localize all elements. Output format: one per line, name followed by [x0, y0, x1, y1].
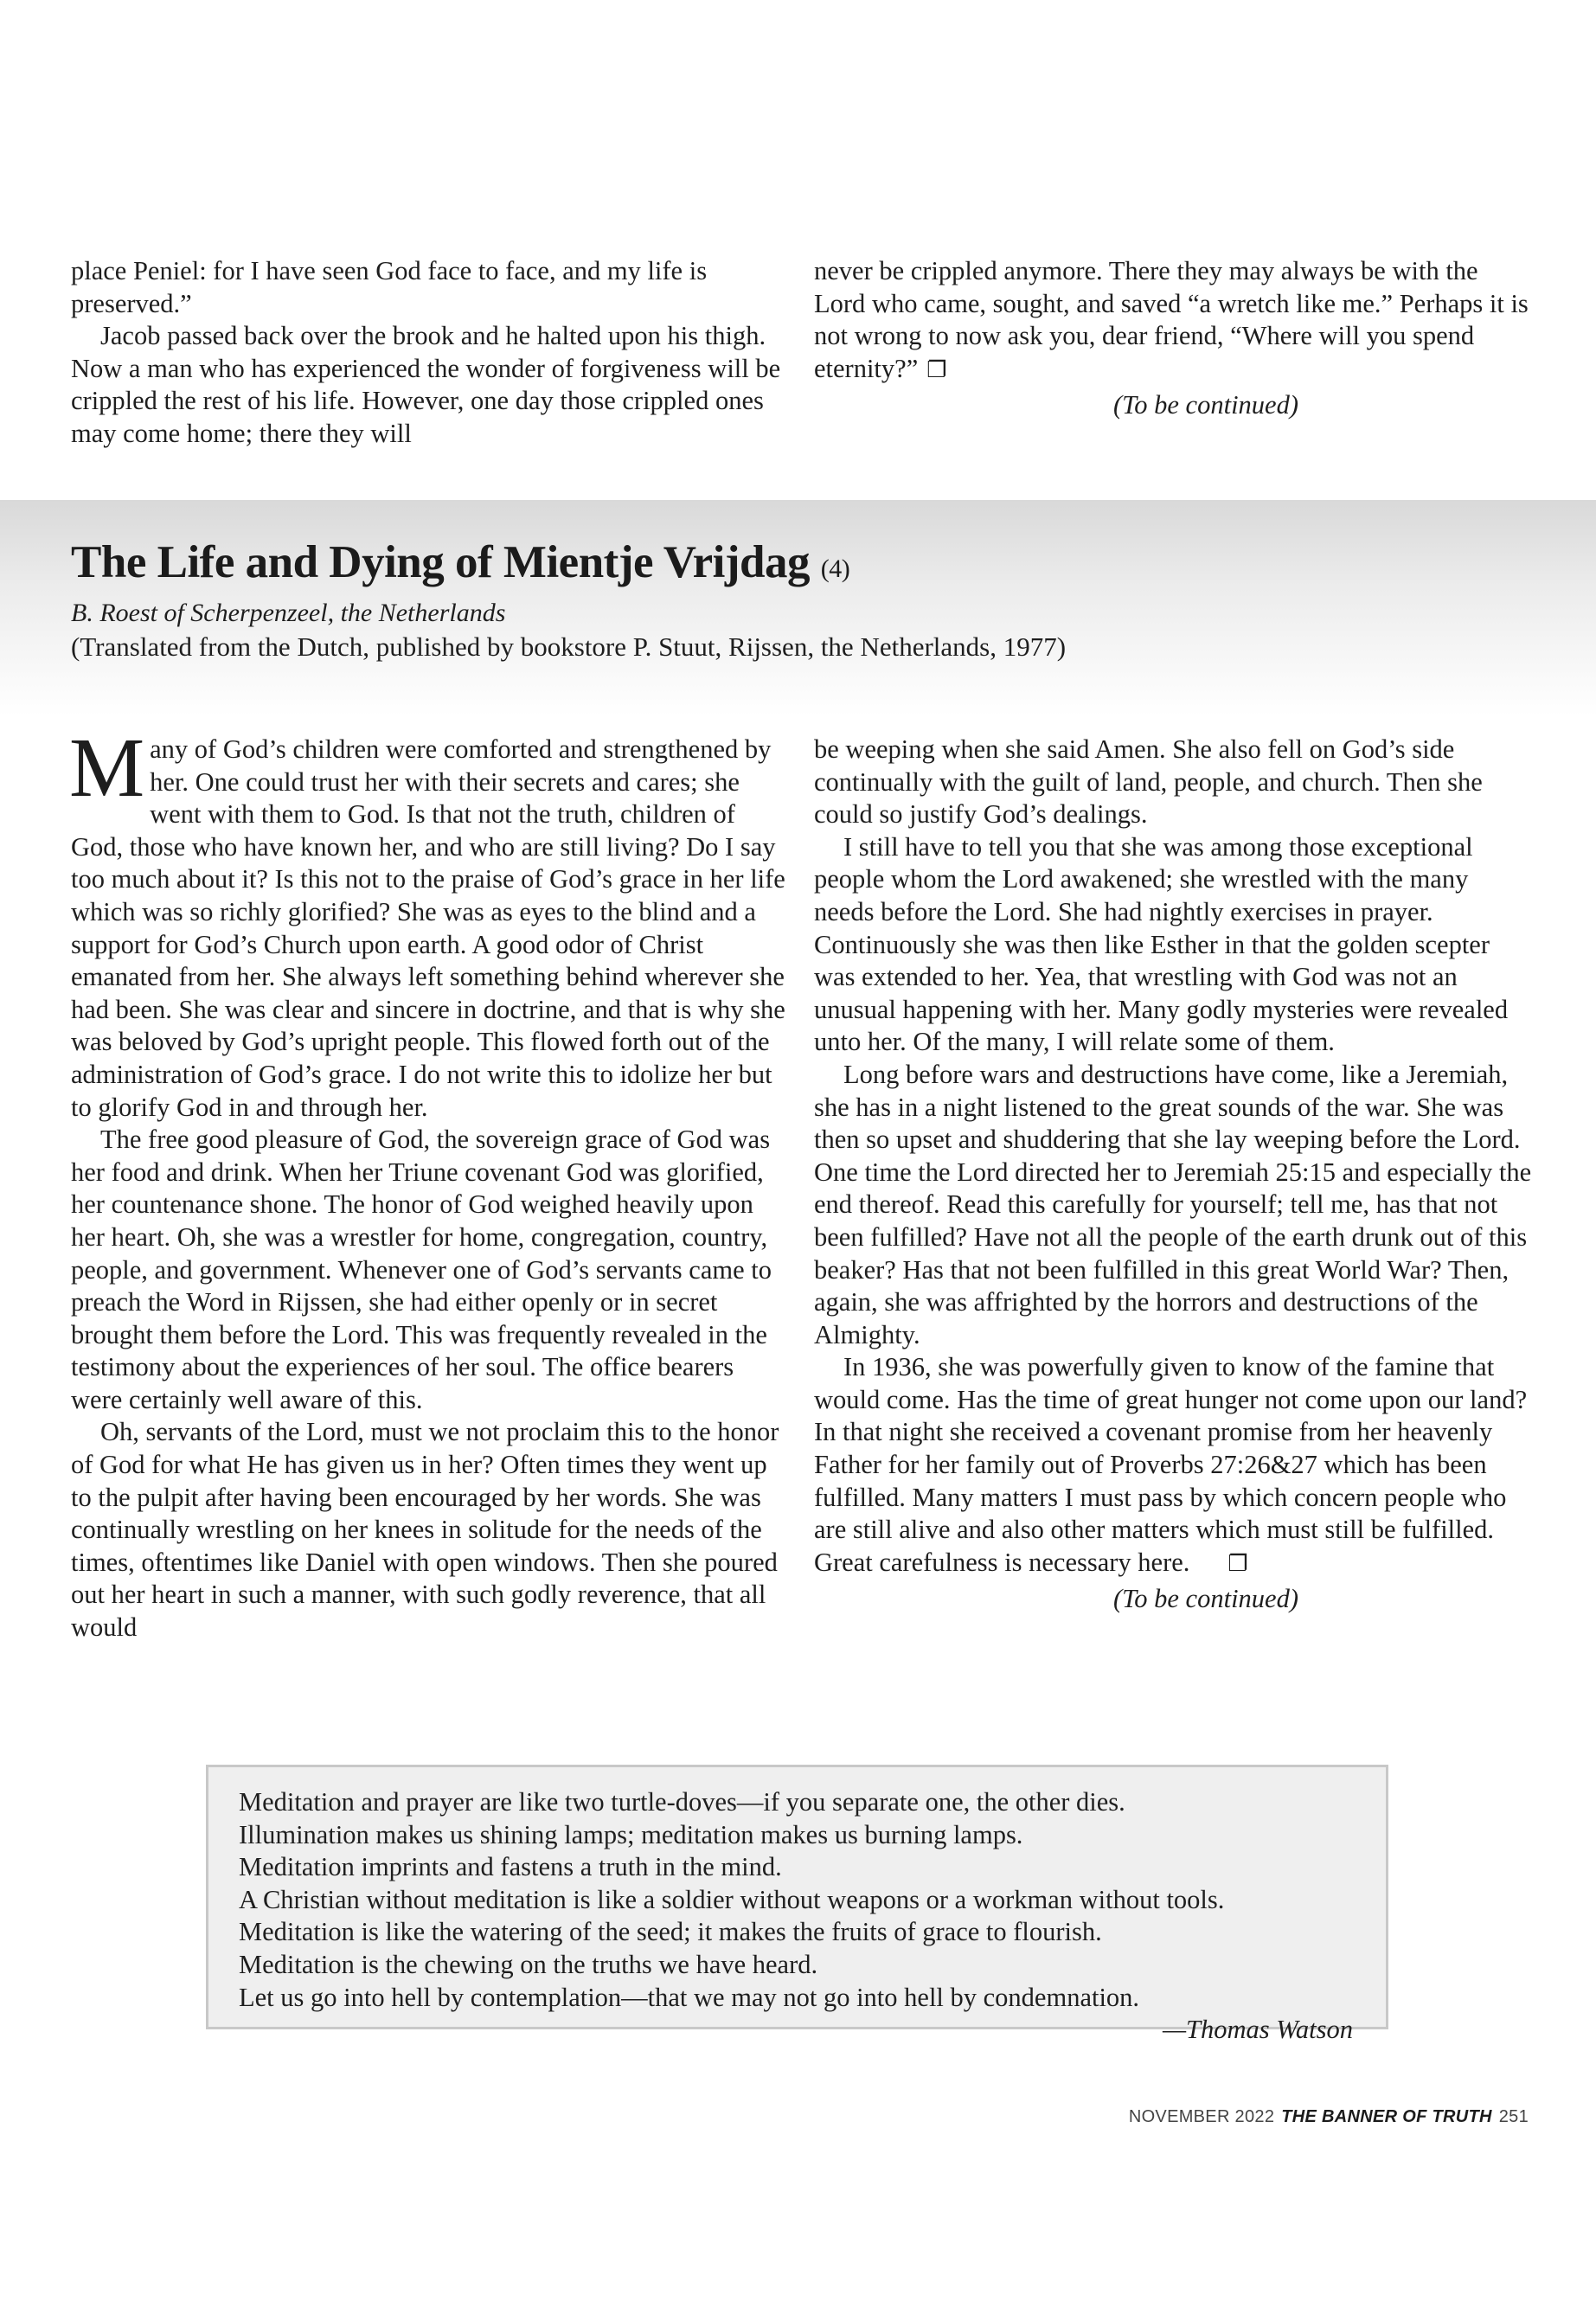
quote-line: Illumination makes us shining lamps; meditation makes us burning lamps. [239, 1819, 1023, 1849]
quote-line: Meditation imprints and fastens a truth in the mind. [239, 1852, 782, 1882]
paragraph: I still have to tell you that she was among those exceptional people whom the Lord awakened; she wrestled with the many needs before the Lord. She had nightly exercises in prayer. Continuously she was then like Esther in that the golden scepter was extended to her. Yea, that wrestling with God was not an unusual happening with her. Many godly mysteries were revealed unto her. Of the many, I will relate some of them. [814, 831, 1509, 1057]
paragraph: The free good pleasure of God, the sovereign grace of God was her food and drink. When her Triune covenant God was glorified, her countenance shone. The honor of God weighed heavily upon her heart. Oh, she was a wrestler for home, congregation, country, people, and government. Whenever one of God’s servants came to preach the Word in Rijssen, she had either openly or in secret brought them before the Lord. This was frequently revealed in the testimony about the experiences of her soul. The office bearers were certainly well aware of this. [71, 1125, 772, 1414]
paragraph: Jacob passed back over the brook and he halted upon his thigh. Now a man who has experienced the wonder of forgiveness will be crippled the rest of his life. However, one day those crippled ones may come home; there they will [71, 321, 781, 448]
paragraph: place Peniel: for I have seen God face to face, and my life is preserved.” [71, 256, 708, 318]
drop-cap: M [69, 721, 145, 815]
footer-magazine: THE BANNER OF TRUTH [1281, 2107, 1492, 2126]
article-title-text: The Life and Dying of Mientje Vrijdag [71, 537, 811, 587]
quote-attribution: —Thomas Watson [1162, 2015, 1353, 2045]
quote-line: Meditation is like the watering of the seed; it makes the fruits of grace to flourish. [239, 1917, 1102, 1947]
quote-line: Let us go into hell by contemplation—that we may not go into hell by condemnation. [239, 1982, 1140, 2012]
quote-line: A Christian without meditation is like a soldier without weapons or a workman without tools. [239, 1884, 1225, 1914]
end-mark-icon: ❐ [926, 356, 947, 382]
end-mark-icon: ❐ [1227, 1550, 1248, 1576]
quote-line: Meditation is the chewing on the truths we have heard. [239, 1949, 818, 1979]
quote-box [206, 1765, 1388, 2045]
paragraph: never be crippled anymore. There they may always be with the Lord who came, sought, and saved “a wretch like me.” Perhaps it is not wrong to now ask you, dear friend, “Where will you spend eternity?” [814, 256, 1529, 383]
paragraph: Long before wars and destructions have come, like a Jeremiah, she has in a night listened to the great sounds of the war. She was then so upset and shuddering that she lay weeping before the Lord. One time the Lord directed her to Jeremiah 25:15 and especially the end thereof. Read this carefully for yourself; tell me, has that not been fulfilled? Have not all the people of the earth drunk out of this beaker? Has that not been fulfilled in this great World War? Then, again, she was affrighted by the horrors and destructions of the Almighty. [814, 1059, 1532, 1349]
article-left-column [69, 721, 789, 1644]
prev-article-right-column [814, 255, 1532, 422]
to-be-continued: (To be continued) [1112, 390, 1298, 420]
article-part-number: (4) [820, 554, 850, 583]
page-number: 251 [1498, 2107, 1529, 2126]
page-footer [1129, 2107, 1529, 2127]
paragraph: be weeping when she said Amen. She also fell on God’s side continually with the guilt of land, people, and church. Then she could so justify God’s dealings. [814, 734, 1483, 830]
article-translation-note: (Translated from the Dutch, published by bookstore P. Stuut, Rijssen, the Netherlands, 1977) [71, 631, 1067, 662]
quote-line: Meditation and prayer are like two turtle-doves—if you separate one, the other dies. [239, 1787, 1125, 1817]
paragraph: In 1936, she was powerfully given to know of the famine that would come. Has the time of great hunger not come upon our land? In that night she received a covenant promise from her heavenly Father for her family out of Proverbs 27:26&27 which has been fulfilled. Many matters I must pass by which concern people who are still alive and also other matters which must still be fulfilled. Great carefulness is necessary here. [814, 1352, 1528, 1577]
first-paragraph-text: any of God’s children were comforted and strengthened by her. One could trust her with their secrets and cares; she went with them to God. Is that not the truth, children of God, those who have known her, and who are still living? Do I say too much about it? Is this not to the praise of God’s grace in her life which was so richly glorified? She was as eyes to the blind and a support for God’s Church upon earth. A good odor of Christ emanated from her. She always left something behind wherever she had been. She was clear and sincere in doctrine, and that is why she was beloved by God’s upright people. This flowed forth out of the administration of God’s grace. I do not write this to idolize her but to glorify God in and through her. [71, 734, 785, 1122]
article-byline: B. Roest of Scherpenzeel, the Netherlands [71, 599, 506, 627]
to-be-continued: (To be continued) [1112, 1584, 1298, 1614]
first-paragraph [69, 721, 789, 1124]
article-right-column [814, 734, 1532, 1616]
paragraph: Oh, servants of the Lord, must we not proclaim this to the honor of God for what He has given us in her? Often times they went up to the pulpit after having been encouraged by her words. She was continually wrestling on her knees in solitude for the needs of the times, oftentimes like Daniel with open windows. Then she poured out her heart in such a manner, with such godly reverence, that all would [71, 1417, 779, 1643]
prev-article-left-column [71, 255, 789, 451]
article-title [71, 536, 849, 588]
footer-issue: NOVEMBER 2022 [1128, 2107, 1275, 2126]
